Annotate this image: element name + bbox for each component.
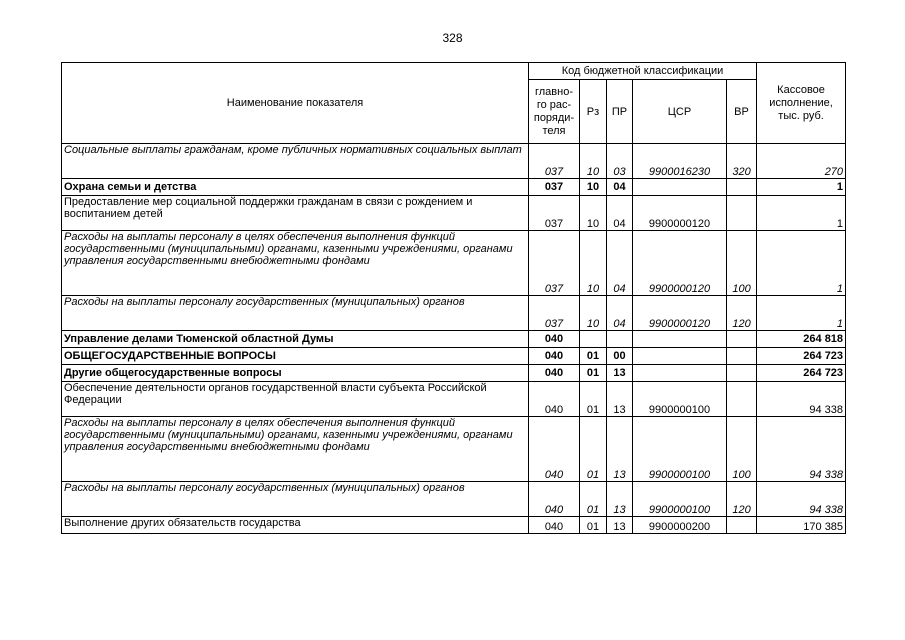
row-pr: 13 (607, 482, 633, 517)
table-row (62, 348, 846, 365)
row-amount: 264 818 (757, 331, 846, 348)
row-pr (607, 331, 633, 348)
row-amount: 170 385 (757, 517, 846, 534)
row-name: Расходы на выплаты персоналу государственных (муниципальных) органов (62, 482, 529, 517)
row-name: Выполнение других обязательств государства (62, 517, 529, 534)
row-rz: 10 (580, 296, 607, 331)
row-rz: 10 (580, 231, 607, 296)
row-vr (727, 348, 757, 365)
row-admin: 040 (529, 331, 580, 348)
row-vr: 100 (727, 417, 757, 482)
row-csr: 9900000100 (633, 482, 727, 517)
row-vr (727, 196, 757, 231)
row-vr: 120 (727, 482, 757, 517)
row-csr: 9900000100 (633, 382, 727, 417)
row-amount: 264 723 (757, 365, 846, 382)
row-csr: 9900000120 (633, 296, 727, 331)
table-row (62, 179, 846, 196)
row-admin: 040 (529, 417, 580, 482)
row-vr: 120 (727, 296, 757, 331)
row-rz: 01 (580, 348, 607, 365)
row-name: ОБЩЕГОСУДАРСТВЕННЫЕ ВОПРОСЫ (62, 348, 529, 365)
row-amount: 94 338 (757, 417, 846, 482)
row-csr: 9900016230 (633, 144, 727, 179)
row-csr: 9900000200 (633, 517, 727, 534)
row-name: Предоставление мер социальной поддержки гражданам в связи с рождением и воспитанием детей (62, 196, 529, 231)
row-name: Управление делами Тюменской областной Думы (62, 331, 529, 348)
row-amount: 1 (757, 196, 846, 231)
row-name: Другие общегосударственные вопросы (62, 365, 529, 382)
table-row (62, 296, 846, 331)
row-vr: 320 (727, 144, 757, 179)
row-amount: 270 (757, 144, 846, 179)
table-row (62, 517, 846, 534)
table-row (62, 231, 846, 296)
header-pr: ПР (607, 80, 633, 144)
row-pr: 04 (607, 179, 633, 196)
row-pr: 13 (607, 365, 633, 382)
row-csr: 9900000100 (633, 417, 727, 482)
row-rz: 01 (580, 517, 607, 534)
row-amount: 264 723 (757, 348, 846, 365)
row-rz: 10 (580, 179, 607, 196)
header-rz: Рз (580, 80, 607, 144)
header-name: Наименование показателя (62, 63, 529, 144)
row-amount: 94 338 (757, 482, 846, 517)
row-vr (727, 382, 757, 417)
row-csr (633, 348, 727, 365)
row-name: Расходы на выплаты персоналу государственных (муниципальных) органов (62, 296, 529, 331)
row-admin: 040 (529, 482, 580, 517)
row-csr: 9900000120 (633, 231, 727, 296)
row-csr (633, 365, 727, 382)
row-amount: 94 338 (757, 382, 846, 417)
row-name: Охрана семьи и детства (62, 179, 529, 196)
row-vr: 100 (727, 231, 757, 296)
row-rz: 01 (580, 382, 607, 417)
row-pr: 04 (607, 196, 633, 231)
row-pr: 04 (607, 296, 633, 331)
row-rz: 01 (580, 417, 607, 482)
row-rz: 01 (580, 365, 607, 382)
row-amount: 1 (757, 179, 846, 196)
table-row (62, 417, 846, 482)
header-admin: главно- го рас- поряди- теля (529, 80, 580, 144)
row-rz: 10 (580, 196, 607, 231)
row-csr (633, 331, 727, 348)
header-vr: ВР (727, 80, 757, 144)
table-row (62, 365, 846, 382)
row-name: Социальные выплаты гражданам, кроме публичных нормативных социальных выплат (62, 144, 529, 179)
row-rz: 01 (580, 482, 607, 517)
header-amount: Кассовое исполнение, тыс. руб. (757, 63, 846, 144)
header-csr: ЦСР (633, 80, 727, 144)
row-admin: 040 (529, 517, 580, 534)
header-code-group: Код бюджетной классификации (529, 63, 757, 80)
table-header (62, 63, 846, 144)
row-pr: 13 (607, 517, 633, 534)
row-vr (727, 331, 757, 348)
row-csr: 9900000120 (633, 196, 727, 231)
row-vr (727, 179, 757, 196)
row-admin: 040 (529, 382, 580, 417)
row-admin: 037 (529, 144, 580, 179)
row-amount: 1 (757, 296, 846, 331)
row-admin: 037 (529, 231, 580, 296)
row-pr: 13 (607, 417, 633, 482)
row-pr: 00 (607, 348, 633, 365)
row-admin: 040 (529, 348, 580, 365)
budget-table (61, 62, 846, 534)
row-admin: 040 (529, 365, 580, 382)
row-admin: 037 (529, 179, 580, 196)
table-row (62, 482, 846, 517)
row-rz: 10 (580, 144, 607, 179)
row-vr (727, 365, 757, 382)
row-name: Расходы на выплаты персоналу в целях обеспечения выполнения функций государственными (муниципальными) органами, казенными учреждениями, органами управления государственными внебюджетными фондами (62, 417, 529, 482)
row-pr: 03 (607, 144, 633, 179)
row-rz (580, 331, 607, 348)
row-admin: 037 (529, 196, 580, 231)
row-csr (633, 179, 727, 196)
row-vr (727, 517, 757, 534)
table-row (62, 382, 846, 417)
table-row (62, 144, 846, 179)
row-pr: 04 (607, 231, 633, 296)
row-admin: 037 (529, 296, 580, 331)
row-amount: 1 (757, 231, 846, 296)
row-name: Расходы на выплаты персоналу в целях обеспечения выполнения функций государственными (муниципальными) органами, казенными учреждениями, органами управления государственными внебюджетными фондами (62, 231, 529, 296)
table-body (62, 144, 846, 534)
row-name: Обеспечение деятельности органов государственной власти субъекта Российской Федерации (62, 382, 529, 417)
row-pr: 13 (607, 382, 633, 417)
page-number: 328 (442, 31, 463, 45)
table-row (62, 196, 846, 231)
table-row (62, 331, 846, 348)
